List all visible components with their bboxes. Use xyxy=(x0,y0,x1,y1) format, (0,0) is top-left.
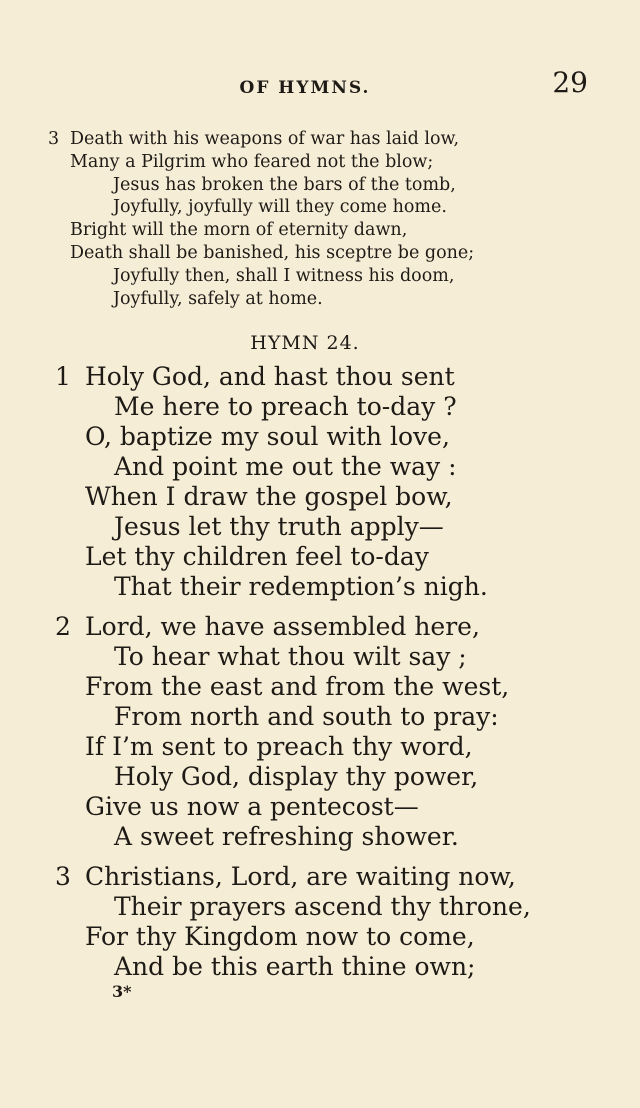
verse-line xyxy=(48,288,474,311)
verse-number: 2 xyxy=(55,612,71,641)
hymn-verse-1 xyxy=(55,362,488,602)
verse-line xyxy=(55,822,509,852)
verse-number: 3 xyxy=(48,129,60,149)
verse-line xyxy=(55,642,509,672)
verse-line xyxy=(55,922,531,952)
verse-line-text: A sweet refreshing shower. xyxy=(114,822,459,851)
page-number: 29 xyxy=(552,66,588,99)
verse-number: 1 xyxy=(55,362,71,391)
verse-line-text: O, baptize my soul with love, xyxy=(85,422,450,451)
verse-number: 3 xyxy=(55,862,71,891)
verse-line-text: Joyfully, safely at home. xyxy=(113,288,323,309)
verse-line-text: When I draw the gospel bow, xyxy=(85,482,453,511)
verse-line xyxy=(55,792,509,822)
verse-line-text: Jesus let thy truth apply— xyxy=(114,512,444,541)
verse-line xyxy=(55,672,509,702)
verse-line xyxy=(55,362,488,392)
verse-line xyxy=(48,265,474,288)
running-header: OF HYMNS. xyxy=(239,78,371,98)
signature-mark: 3* xyxy=(112,982,132,1001)
verse-line xyxy=(55,392,488,422)
verse-line xyxy=(48,196,474,219)
verse-line xyxy=(48,219,474,242)
verse-line xyxy=(55,572,488,602)
verse-line-text: Holy God, and hast thou sent xyxy=(85,362,455,391)
verse-line-text: Death shall be banished, his sceptre be gone; xyxy=(70,242,475,263)
verse-line-text: For thy Kingdom now to come, xyxy=(85,922,475,951)
verse-line-text: From the east and from the west, xyxy=(85,672,510,701)
verse-line xyxy=(55,732,509,762)
verse-line xyxy=(55,482,488,512)
verse-line-text: Death with his weapons of war has laid low, xyxy=(70,129,460,149)
verse-line-text: That their redemption’s nigh. xyxy=(114,572,488,601)
verse-line-text: Holy God, display thy power, xyxy=(114,762,479,791)
verse-line xyxy=(55,422,488,452)
verse-line-text: Lord, we have assembled here, xyxy=(85,612,480,641)
verse-line xyxy=(55,762,509,792)
verse-line-text: And be this earth thine own; xyxy=(114,952,476,981)
verse-line-text: If I’m sent to preach thy word, xyxy=(85,732,473,761)
verse-line xyxy=(48,242,474,265)
verse-line xyxy=(55,892,531,922)
verse-line-text: To hear what thou wilt say ; xyxy=(114,642,467,671)
verse-line xyxy=(55,862,531,892)
verse-line xyxy=(55,452,488,482)
verse-line xyxy=(55,512,488,542)
previous-hymn-verse xyxy=(48,128,474,310)
verse-line-text: Joyfully then, shall I witness his doom, xyxy=(113,265,455,286)
verse-line xyxy=(48,128,474,151)
verse-line-text: From north and south to pray: xyxy=(114,702,499,731)
verse-line-text: Many a Pilgrim who feared not the blow; xyxy=(70,151,434,172)
verse-line-text: Jesus has broken the bars of the tomb, xyxy=(113,174,456,195)
verse-line-text: And point me out the way : xyxy=(114,452,457,481)
verse-line xyxy=(48,151,474,174)
hymn-verse-3 xyxy=(55,862,531,982)
verse-line-text: Christians, Lord, are waiting now, xyxy=(85,862,516,891)
verse-line xyxy=(55,612,509,642)
hymn-verse-2 xyxy=(55,612,509,852)
verse-line xyxy=(55,542,488,572)
hymn-title: HYMN 24. xyxy=(250,332,360,354)
verse-line-text: Give us now a pentecost— xyxy=(85,792,419,821)
verse-line-text: Their prayers ascend thy throne, xyxy=(114,892,531,921)
verse-line xyxy=(55,702,509,732)
verse-line-text: Me here to preach to-day ? xyxy=(114,392,457,421)
verse-line-text: Joyfully, joyfully will they come home. xyxy=(113,197,447,218)
verse-line-text: Bright will the morn of eternity dawn, xyxy=(70,220,408,241)
verse-line-text: Let thy children feel to-day xyxy=(85,542,429,571)
verse-line xyxy=(48,174,474,197)
verse-line xyxy=(55,952,531,982)
